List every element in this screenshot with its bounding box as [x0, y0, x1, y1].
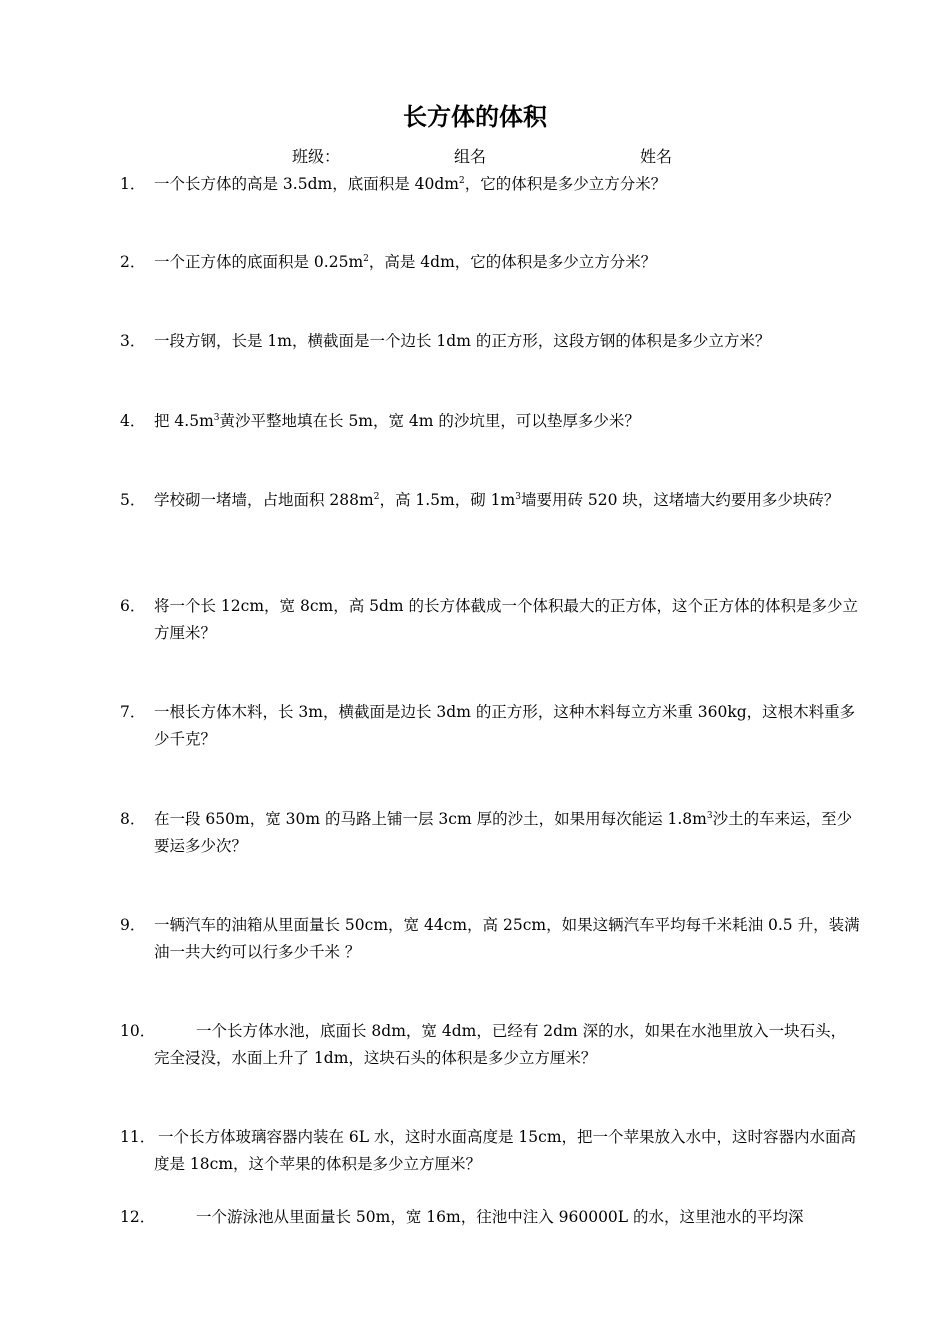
- question-text: 一段方钢，长是 1m，横截面是一个边长 1dm 的正方形，这段方钢的体积是多少立方米？: [154, 332, 771, 350]
- page-title: 长方体的体积: [403, 103, 547, 131]
- question-text: 一根长方体木料，长 3m，横截面是边长 3dm 的正方形，这种木料每立方米重 360kg，这根木料重多少千克？: [154, 703, 856, 748]
- question-6: [120, 593, 860, 647]
- question-text: 学校砌一堵墙，占地面积 $288m^2$，高 1.5m，砌 $1m^3$墙要用砖 520 块，这堵墙大约要用多少块砖？: [154, 491, 840, 509]
- group-label: 组名: [454, 147, 487, 166]
- question-number: 1．: [120, 175, 146, 193]
- question-12: [120, 1204, 860, 1231]
- question-number: 5．: [120, 491, 146, 509]
- question-number: 7．: [120, 703, 146, 721]
- question-text: 一辆汽车的油箱从里面量长 50cm，宽 44cm，高 25cm，如果这辆汽车平均每千米耗油 0.5 升，装满油一共大约可以行多少千米 ？: [154, 916, 860, 961]
- question-number: 4．: [120, 412, 146, 430]
- question-3: [120, 328, 860, 355]
- question-number: 12．: [120, 1208, 156, 1226]
- question-text: 把 $4.5m^3$黄沙平整地填在长 5m，宽 4m 的沙坑里，可以垫厚多少米？: [154, 412, 640, 430]
- question-number: 10．: [120, 1022, 156, 1040]
- question-4: [120, 408, 860, 435]
- question-8: [120, 806, 860, 860]
- question-11: [120, 1124, 860, 1178]
- question-text: 一个长方体水池，底面长 8dm，宽 4dm，已经有 2dm 深的水，如果在水池里放入一块石头，完全浸没，水面上升了 1dm，这块石头的体积是多少立方厘米？: [154, 1022, 847, 1067]
- question-text: 一个长方体玻璃容器内装在 6L 水，这时水面高度是 15cm，把一个苹果放入水中，这时容器内水面高度是 18cm，这个苹果的体积是多少立方厘米？: [154, 1128, 857, 1173]
- name-label: 姓名: [640, 147, 673, 166]
- question-number: 8．: [120, 810, 146, 828]
- question-number: 6．: [120, 597, 146, 615]
- question-10: [120, 1018, 860, 1072]
- question-1: [120, 171, 860, 198]
- question-number: 3．: [120, 332, 146, 350]
- question-text: 一个正方体的底面积是 $0.25m^2$，高是 4dm，它的体积是多少立方分米？: [154, 253, 657, 271]
- question-2: [120, 249, 860, 276]
- question-text: 将一个长 12cm，宽 8cm，高 5dm 的长方体截成一个体积最大的正方体，这个正方体的体积是多少立方厘米？: [154, 597, 859, 642]
- question-text: 在一段 650m，宽 30m 的马路上铺一层 3cm 厚的沙土，如果用每次能运 $1.8m^3$沙土的车来运，至少要运多少次？: [154, 810, 853, 855]
- question-text: 一个长方体的高是 3.5dm，底面积是 $40dm^2$，它的体积是多少立方分米？: [154, 175, 667, 193]
- question-5: [120, 487, 860, 514]
- question-number: 11．: [120, 1128, 156, 1146]
- question-7: [120, 699, 860, 753]
- question-number: 2．: [120, 253, 146, 271]
- class-label: 班级：: [292, 147, 341, 166]
- question-9: [120, 912, 860, 966]
- question-number: 9．: [120, 916, 146, 934]
- question-text: 一个游泳池从里面量长 50m，宽 16m，往池中注入 960000L 的水，这里池水的平均深: [196, 1208, 804, 1226]
